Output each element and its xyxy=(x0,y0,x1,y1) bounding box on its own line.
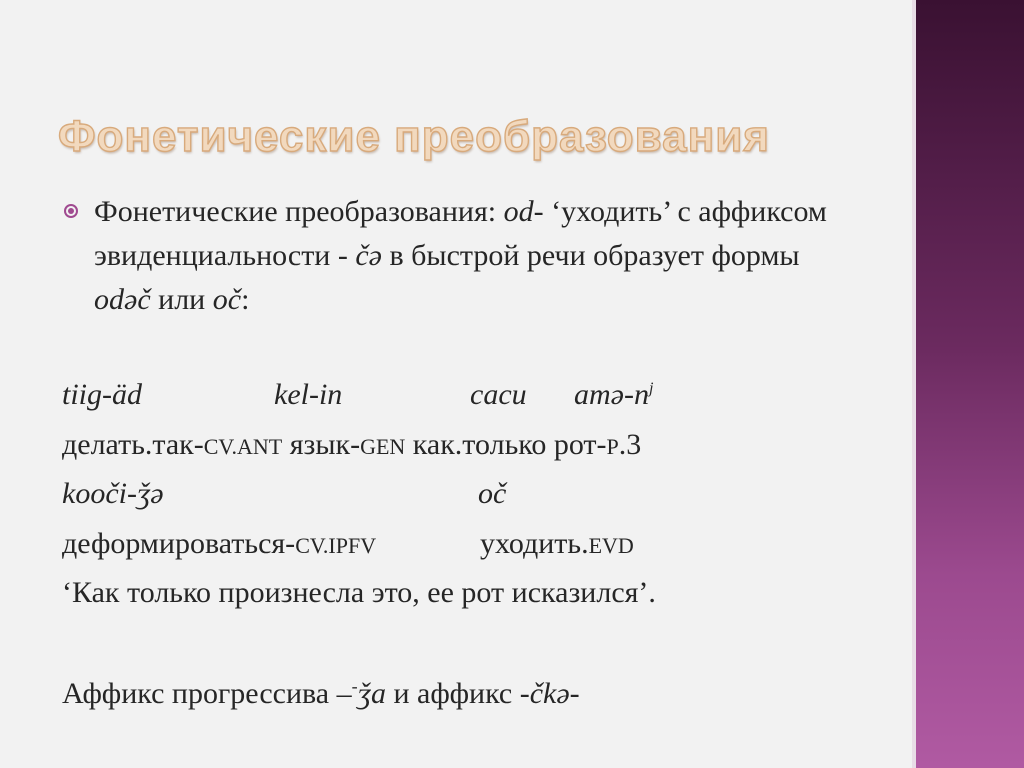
gloss-word: tiig-äd xyxy=(62,378,142,411)
sidebar-divider xyxy=(912,0,916,768)
free-translation: ‘Как только произнесла это, ее рот исказился’. xyxy=(62,576,656,609)
footer-text: Аффикс прогрессива –-ǯa и аффикс -čkə- xyxy=(62,676,580,710)
gloss-word: уходить.EVD xyxy=(480,527,634,560)
decorative-sidebar xyxy=(912,0,1024,768)
gloss-word: oč xyxy=(478,477,507,510)
gloss-word: деформироваться-CV.IPFV xyxy=(62,527,377,560)
gloss-translation-2 xyxy=(62,527,702,567)
gloss-word: caсu xyxy=(470,378,527,411)
gloss-line-2 xyxy=(62,477,562,517)
gloss-word: kel-in xyxy=(274,378,343,411)
gloss-translation-1: делать.так-CV.ANT язык-GEN как.только рот-P.3 xyxy=(62,428,642,461)
slide-title: Фонетические преобразования xyxy=(58,112,770,161)
gloss-line-1 xyxy=(62,378,682,418)
bullet-icon xyxy=(64,204,78,218)
gloss-word: amə-$n^j$ xyxy=(574,378,654,411)
bullet-text: Фонетические преобразования: od- ‘уходить’ с аффиксом эвиденциальности - čə в быстрой речи образует формы odəč или oč: xyxy=(94,195,827,316)
gloss-word: kooči-ǯə xyxy=(62,477,164,510)
